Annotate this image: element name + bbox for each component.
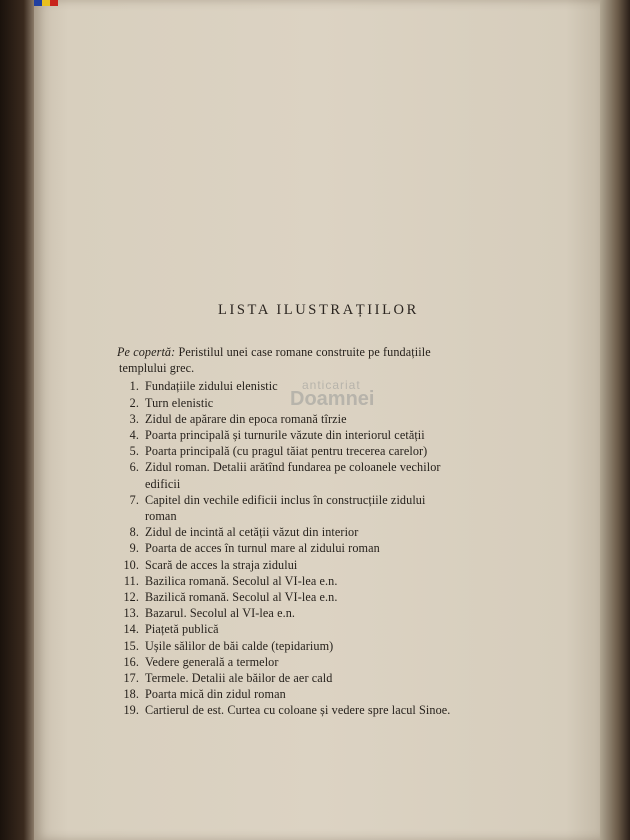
list-item xyxy=(117,459,517,475)
list-item-text: Vedere generală a termelor xyxy=(145,654,279,669)
list-item-number: 4. xyxy=(129,428,139,443)
list-item-text: Ușile sălilor de băi calde (tepidarium) xyxy=(145,638,334,653)
list-item xyxy=(117,427,517,443)
list-item-number: 13. xyxy=(123,606,139,621)
cover-note-continuation: templului grec. xyxy=(119,361,195,376)
list-item-number: 10. xyxy=(123,557,139,572)
list-item xyxy=(117,395,517,411)
page-title: LISTA ILUSTRAȚIILOR xyxy=(218,302,419,318)
list-item xyxy=(117,443,517,459)
list-item-number: 3. xyxy=(129,411,139,426)
list-item-number: 6. xyxy=(129,460,139,475)
list-item-text: Capitel din vechile edificii inclus în construcțiile zidului xyxy=(145,492,426,507)
list-item-number: 18. xyxy=(123,687,139,702)
list-item xyxy=(117,654,517,670)
list-item xyxy=(117,524,517,540)
list-item-number: 2. xyxy=(129,395,139,410)
list-item xyxy=(117,589,517,605)
list-item xyxy=(117,702,517,718)
bookmark-ribbon xyxy=(34,0,58,6)
book-spine-shadow xyxy=(0,0,34,840)
page-edge-shadow xyxy=(600,0,630,840)
list-item-number: 17. xyxy=(123,671,139,686)
list-item-text: Fundațiile zidului elenistic xyxy=(145,379,278,394)
watermark-small-text: anticariat xyxy=(302,378,361,392)
list-item xyxy=(117,411,517,427)
list-item-text: Bazilică romană. Secolul al VI-lea e.n. xyxy=(145,590,338,605)
list-item-text: Zidul de apărare din epoca romană tîrzie xyxy=(145,411,347,426)
list-item-number: 12. xyxy=(123,590,139,605)
list-item-text: Scară de acces la straja zidului xyxy=(145,557,298,572)
list-item xyxy=(117,476,517,492)
list-item-number: 19. xyxy=(123,703,139,718)
list-item-text: Bazarul. Secolul al VI-lea e.n. xyxy=(145,606,296,621)
list-item xyxy=(117,508,517,524)
list-item-number: 15. xyxy=(123,638,139,653)
list-item-number xyxy=(117,476,145,492)
list-item-number: 7. xyxy=(129,492,139,507)
list-item-text: Zidul de incintă al cetății văzut din interior xyxy=(145,525,359,540)
list-item xyxy=(117,670,517,686)
list-item-text: Cartierul de est. Curtea cu coloane și vedere spre lacul Sinoe. xyxy=(145,703,451,718)
list-item-number: 11. xyxy=(123,573,139,588)
list-item xyxy=(117,686,517,702)
list-item xyxy=(117,573,517,589)
list-item-number xyxy=(117,508,145,524)
list-item xyxy=(117,557,517,573)
list-item-text: Bazilica romană. Secolul al VI-lea e.n. xyxy=(145,573,338,588)
list-item-number: 14. xyxy=(123,622,139,637)
list-items xyxy=(117,378,517,718)
list-item-text: Turn elenistic xyxy=(145,395,214,410)
list-item xyxy=(117,621,517,637)
list-item-text: Termele. Detalii ale băilor de aer cald xyxy=(145,671,333,686)
list-item-text: Poarta principală și turnurile văzute din interiorul cetății xyxy=(145,428,425,443)
list-item xyxy=(117,492,517,508)
list-item-number: 5. xyxy=(129,444,139,459)
list-item xyxy=(117,605,517,621)
list-item-number: 1. xyxy=(129,379,139,394)
list-item xyxy=(117,378,517,394)
list-item-text: roman xyxy=(145,509,177,524)
list-item-text: edificii xyxy=(145,476,181,491)
cover-note-text: Peristilul unei case romane construite pe fundațiile xyxy=(178,345,431,359)
list-item xyxy=(117,540,517,556)
list-item-number: 8. xyxy=(129,525,139,540)
cover-note xyxy=(117,344,517,376)
list-item-text: Poarta principală (cu pragul tăiat pentru trecerea carelor) xyxy=(145,444,428,459)
list-item-text: Zidul roman. Detalii arătînd fundarea pe coloanele vechilor xyxy=(145,460,441,475)
list-item-number: 9. xyxy=(129,541,139,556)
watermark-big-text: Doamnei xyxy=(290,388,375,410)
list-item-text: Poarta mică din zidul roman xyxy=(145,687,286,702)
list-item-number: 16. xyxy=(123,654,139,669)
list-item-text: Poarta de acces în turnul mare al zidului roman xyxy=(145,541,380,556)
list-item-text: Piațetă publică xyxy=(145,622,219,637)
cover-note-label: Pe copertă: xyxy=(117,345,176,359)
illustration-list xyxy=(117,344,517,719)
list-item xyxy=(117,638,517,654)
